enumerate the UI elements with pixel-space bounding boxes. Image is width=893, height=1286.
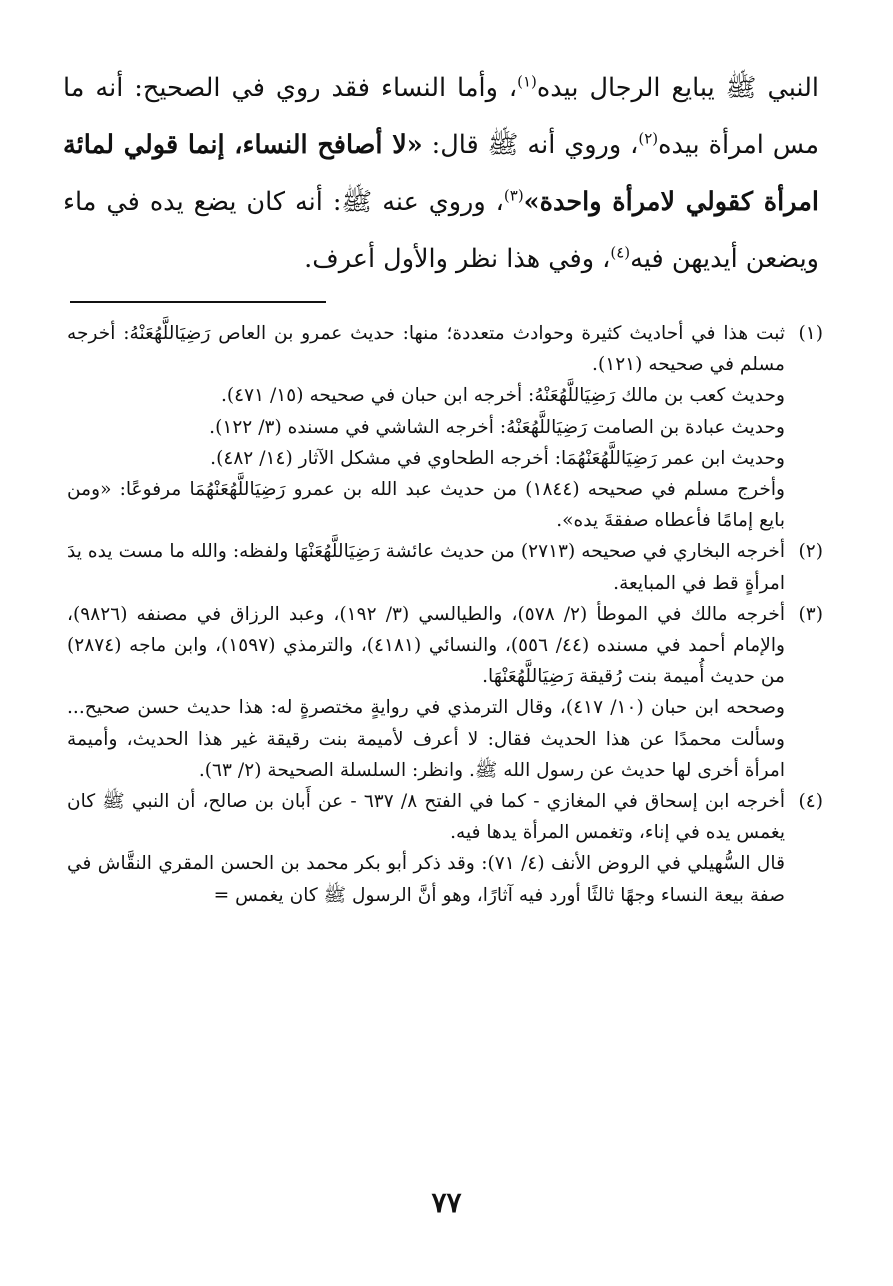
footnote-number: (٢) — [798, 541, 823, 563]
footnote-separator — [70, 301, 326, 303]
footnote-reference: (١) — [517, 72, 537, 91]
footnote — [67, 536, 823, 598]
footnote-reference: (٢) — [638, 129, 659, 148]
footnote-paragraph: وحديث ابن عمر رَضِيَاللَّهُعَنْهُمَا: أخرجه الطحاوي في مشكل الآثار (١٤/ ٤٨٢). — [210, 447, 785, 469]
footnote-paragraph: أخرجه البخاري في صحيحه (٢٧١٣) من حديث عائشة رَضِيَاللَّهُعَنْهَا ولفظه: والله ما مست يده يدَ امرأةٍ قط في المبايعة. — [67, 541, 785, 594]
footnote-number: (١) — [798, 323, 823, 344]
main-text-segment: ، وروي عنه ﷺ: أنه كان يضع يده في ماء ويضعن أيديهن فيه — [63, 187, 819, 274]
main-text — [63, 60, 819, 288]
page-number: ٧٧ — [431, 1186, 462, 1219]
main-text-segment: ، وأما النساء فقد روي في الصحيح: أنه ما مس امرأة بيده — [63, 73, 819, 160]
main-text-segment: ، وفي هذا نظر والأول أعرف. — [304, 244, 611, 274]
main-text-segment: ، وروي أنه ﷺ قال: — [422, 130, 639, 160]
hadith-quote: «لا أصافح النساء، إنما قولي لمائة امرأة كقولي لامرأة واحدة» — [63, 130, 819, 217]
footnote-paragraph: وصححه ابن حبان (١٠/ ٤١٧)، وقال الترمذي في روايةٍ مختصرةٍ له: هذا حديث حسن صحيح... وسألت محمدًا عن هذا الحديث فقال: لا أعرف لأميمة بنت رقيقة غير هذا الحديث، وأميمة امرأة أخرى لها حديث عن رسول الله ﷺ. وانظر: السلسلة الصحيحة (٢/ ٦٣). — [67, 697, 785, 781]
footnote-number: (٣) — [798, 603, 823, 625]
footnote-body — [67, 599, 785, 786]
footnote-paragraph: وحديث كعب بن مالك رَضِيَاللَّهُعَنْهُ: أخرجه ابن حبان في صحيحه (١٥/ ٤٧١). — [220, 385, 785, 407]
footnote — [67, 786, 823, 911]
footnote-body — [67, 786, 785, 911]
footnote-number: (٤) — [798, 791, 823, 813]
footnotes — [67, 318, 823, 911]
footnote-body — [67, 536, 785, 598]
footnote-paragraph: وأخرج مسلم في صحيحه (١٨٤٤) من حديث عبد الله بن عمرو رَضِيَاللَّهُعَنْهُمَا مرفوعًا: «ومن بايع إمامًا فأعطاه صفقةَ يده». — [67, 479, 785, 532]
footnote-reference: (٤) — [610, 243, 631, 262]
main-text-segment: النبي ﷺ يبايع الرجال بيده — [536, 73, 819, 103]
footnote-paragraph: أخرجه ابن إسحاق في المغازي - كما في الفتح ٨/ ٦٣٧ - عن أَبان بن صالح، أن النبي ﷺ كان يغمس يده في إناء، وتغمس المرأة يدها فيه. — [67, 791, 785, 844]
footnote — [67, 599, 823, 786]
footnote — [67, 318, 823, 536]
footnote-paragraph: قال السُّهيلي في الروض الأنف (٤/ ٧١): وقد ذكر أبو بكر محمد بن الحسن المقري النقَّاش في صفة بيعة النساء وجهًا ثالثًا أورد فيه آثارًا، وهو أنَّ الرسول ﷺ كان يغمس = — [67, 853, 785, 906]
footnote-paragraph: أخرجه مالك في الموطأ (٢/ ٥٧٨)، والطيالسي (٣/ ١٩٢)، وعبد الرزاق في مصنفه (٩٨٢٦)، والإمام أحمد في مسنده (٤٤/ ٥٥٦)، والنسائي (٤١٨١)، والترمذي (١٥٩٧)، وابن ماجه (٢٨٧٤) من حديث أُميمة بنت رُقيقة رَضِيَاللَّهُعَنْهَا. — [67, 603, 785, 688]
footnote-reference: (٣) — [503, 186, 524, 205]
footnote-paragraph: ثبت هذا في أحاديث كثيرة وحوادث متعددة؛ منها: حديث عمرو بن العاص رَضِيَاللَّهُعَنْهُ: أخرجه مسلم في صحيحه (١٢١). — [67, 323, 785, 376]
footnote-paragraph: وحديث عبادة بن الصامت رَضِيَاللَّهُعَنْهُ: أخرجه الشاشي في مسنده (٣/ ١٢٢). — [209, 416, 785, 438]
footnote-body — [67, 318, 785, 536]
